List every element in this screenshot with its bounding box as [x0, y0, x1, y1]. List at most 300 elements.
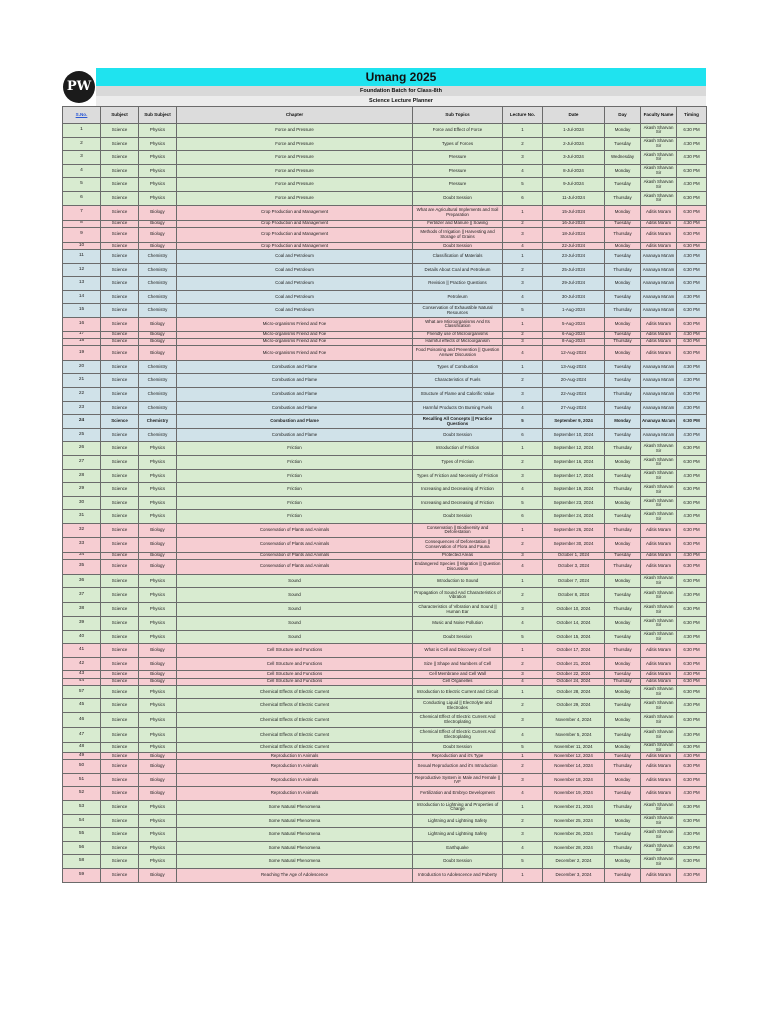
- row-sno: 44: [63, 678, 101, 685]
- row-timing: 6:30 PM: [677, 855, 707, 869]
- row-sub-topic: What is Cell and Discovery of Cell: [413, 644, 503, 658]
- row-faculty: Akash Sharvan Sir: [641, 855, 677, 869]
- table-row: [63, 559, 707, 574]
- row-day: Tuesday: [605, 699, 641, 713]
- row-chapter: Chemical Effects of Electric Current: [177, 685, 413, 699]
- row-timing: 6:30 PM: [677, 415, 707, 429]
- row-day: Tuesday: [605, 552, 641, 559]
- row-sno: 46: [63, 712, 101, 727]
- row-day: Tuesday: [605, 137, 641, 151]
- row-faculty: Akash Sharvan Sir: [641, 164, 677, 178]
- row-sno: 36: [63, 574, 101, 588]
- row-subject: Science: [101, 537, 139, 552]
- row-chapter: Force and Pressure: [177, 151, 413, 165]
- row-timing: 4:30 PM: [677, 469, 707, 483]
- row-date: November 28, 2024: [543, 841, 605, 855]
- row-faculty: Aditis Ma'am: [641, 537, 677, 552]
- row-faculty: Aditis Ma'am: [641, 869, 677, 883]
- table-row: [63, 855, 707, 869]
- row-sub-subject: Physics: [139, 801, 177, 815]
- row-day: Monday: [605, 415, 641, 429]
- row-lecture-no: 1: [503, 524, 543, 538]
- table-row: [63, 753, 707, 760]
- row-subject: Science: [101, 760, 139, 774]
- row-chapter: Sound: [177, 574, 413, 588]
- row-faculty: Aditis Ma'am: [641, 345, 677, 360]
- table-row: [63, 552, 707, 559]
- row-sub-subject: Biology: [139, 242, 177, 249]
- row-timing: 4:30 PM: [677, 588, 707, 603]
- row-faculty: Aditis Ma'am: [641, 220, 677, 227]
- row-timing: 4:30 PM: [677, 220, 707, 227]
- row-date: September 10, 2024: [543, 428, 605, 442]
- row-date: November 14, 2024: [543, 760, 605, 774]
- row-sub-topic: Propagation of Sound And Characteristics of Vibration: [413, 588, 503, 603]
- row-chapter: Force and Pressure: [177, 164, 413, 178]
- row-day: Thursday: [605, 442, 641, 456]
- row-day: Thursday: [605, 559, 641, 574]
- table-row: [63, 524, 707, 538]
- col-timing: Timing: [677, 107, 707, 124]
- row-lecture-no: 3: [503, 227, 543, 242]
- row-sub-subject: Physics: [139, 727, 177, 742]
- row-lecture-no: 1: [503, 360, 543, 374]
- table-row: [63, 671, 707, 678]
- row-day: Tuesday: [605, 630, 641, 644]
- row-sub-subject: Physics: [139, 742, 177, 752]
- table-row: [63, 742, 707, 752]
- row-faculty: Ananaya Ma'am: [641, 249, 677, 263]
- row-subject: Science: [101, 671, 139, 678]
- row-date: September 30, 2024: [543, 537, 605, 552]
- row-sno: 14: [63, 290, 101, 304]
- row-subject: Science: [101, 841, 139, 855]
- row-day: Monday: [605, 657, 641, 671]
- row-date: 5-Aug-2024: [543, 317, 605, 331]
- row-timing: 4:30 PM: [677, 249, 707, 263]
- row-chapter: Chemical Effects of Electric Current: [177, 727, 413, 742]
- row-timing: 6:30 PM: [677, 657, 707, 671]
- row-chapter: Sound: [177, 603, 413, 617]
- row-subject: Science: [101, 773, 139, 787]
- row-timing: 6:30 PM: [677, 124, 707, 138]
- row-sno: 50: [63, 760, 101, 774]
- row-subject: Science: [101, 227, 139, 242]
- row-faculty: Aditis Ma'am: [641, 552, 677, 559]
- batch-subtitle: Foundation Batch for Class-8th: [96, 86, 706, 96]
- row-faculty: Akash Sharvan Sir: [641, 483, 677, 497]
- row-lecture-no: 4: [503, 787, 543, 801]
- row-subject: Science: [101, 588, 139, 603]
- row-sub-topic: Endangered Species || Migration || Question Discussion: [413, 559, 503, 574]
- row-subject: Science: [101, 242, 139, 249]
- row-day: Tuesday: [605, 671, 641, 678]
- row-lecture-no: 4: [503, 559, 543, 574]
- row-day: Tuesday: [605, 374, 641, 388]
- row-sno: 24: [63, 415, 101, 429]
- row-faculty: Ananaya Ma'am: [641, 401, 677, 415]
- row-lecture-no: 2: [503, 760, 543, 774]
- table-row: [63, 249, 707, 263]
- col-faculty: Faculty Name: [641, 107, 677, 124]
- row-sub-topic: Doubt Session: [413, 428, 503, 442]
- table-row: [63, 510, 707, 524]
- table-row: [63, 137, 707, 151]
- row-date: September 16, 2024: [543, 456, 605, 470]
- row-sub-subject: Physics: [139, 828, 177, 842]
- row-sub-subject: Physics: [139, 685, 177, 699]
- row-chapter: Friction: [177, 456, 413, 470]
- row-sno: 45: [63, 699, 101, 713]
- row-sno: 1: [63, 124, 101, 138]
- row-sub-subject: Biology: [139, 338, 177, 345]
- row-chapter: Chemical Effects of Electric Current: [177, 742, 413, 752]
- row-sub-subject: Physics: [139, 616, 177, 630]
- row-day: Monday: [605, 317, 641, 331]
- row-timing: 4:30 PM: [677, 787, 707, 801]
- row-sno: 57: [63, 685, 101, 699]
- table-row: [63, 841, 707, 855]
- row-lecture-no: 3: [503, 388, 543, 402]
- row-sub-topic: Food Poisoning and Prevention || Question Answer Discussion: [413, 345, 503, 360]
- row-sub-subject: Biology: [139, 678, 177, 685]
- row-sno: 55: [63, 828, 101, 842]
- row-day: Tuesday: [605, 220, 641, 227]
- row-chapter: Sound: [177, 616, 413, 630]
- row-sub-subject: Physics: [139, 164, 177, 178]
- row-lecture-no: 1: [503, 801, 543, 815]
- row-day: Monday: [605, 574, 641, 588]
- row-date: September 26, 2024: [543, 524, 605, 538]
- row-sub-subject: Biology: [139, 773, 177, 787]
- row-sub-topic: Characteristics of Vibration and Sound || Human Ear: [413, 603, 503, 617]
- row-date: November 18, 2024: [543, 773, 605, 787]
- row-day: Tuesday: [605, 401, 641, 415]
- table-row: [63, 388, 707, 402]
- row-chapter: Reproduction In Animals: [177, 753, 413, 760]
- row-day: Monday: [605, 742, 641, 752]
- row-sub-topic: Harmful effects of Microorganism: [413, 338, 503, 345]
- row-sub-topic: Doubt Session: [413, 742, 503, 752]
- row-sno: 39: [63, 616, 101, 630]
- row-date: December 3, 2024: [543, 869, 605, 883]
- row-day: Tuesday: [605, 428, 641, 442]
- row-sub-subject: Chemistry: [139, 249, 177, 263]
- row-day: Monday: [605, 242, 641, 249]
- col-sub-topics: Sub Topics: [413, 107, 503, 124]
- table-row: [63, 801, 707, 815]
- row-sno: 34: [63, 552, 101, 559]
- row-day: Tuesday: [605, 588, 641, 603]
- row-chapter: Chemical Effects of Electric Current: [177, 712, 413, 727]
- row-chapter: Micro-organisms Friend and Foe: [177, 317, 413, 331]
- row-timing: 4:30 PM: [677, 869, 707, 883]
- table-row: [63, 331, 707, 338]
- row-sno: 37: [63, 588, 101, 603]
- row-date: 11-Jul-2024: [543, 191, 605, 205]
- row-date: September 19, 2024: [543, 483, 605, 497]
- table-row: [63, 699, 707, 713]
- row-sub-topic: Introduction of Friction: [413, 442, 503, 456]
- row-faculty: Aditis Ma'am: [641, 559, 677, 574]
- col-chapter: Chapter: [177, 107, 413, 124]
- row-faculty: Akash Sharvan Sir: [641, 191, 677, 205]
- row-chapter: Micro-organisms Friend and Foe: [177, 338, 413, 345]
- row-sub-topic: Types of Friction and Necessity of Friction: [413, 469, 503, 483]
- row-timing: 6:30 PM: [677, 263, 707, 277]
- row-sub-subject: Chemistry: [139, 401, 177, 415]
- row-chapter: Force and Pressure: [177, 124, 413, 138]
- row-faculty: Aditis Ma'am: [641, 678, 677, 685]
- row-date: 9-Jul-2024: [543, 178, 605, 192]
- row-lecture-no: 5: [503, 855, 543, 869]
- row-day: Tuesday: [605, 249, 641, 263]
- table-row: [63, 685, 707, 699]
- row-sub-subject: Biology: [139, 227, 177, 242]
- table-row: [63, 263, 707, 277]
- row-faculty: Ananaya Ma'am: [641, 360, 677, 374]
- row-day: Monday: [605, 616, 641, 630]
- table-row: [63, 442, 707, 456]
- row-subject: Science: [101, 388, 139, 402]
- row-timing: 6:30 PM: [677, 338, 707, 345]
- row-date: November 12, 2024: [543, 753, 605, 760]
- row-faculty: Ananaya Ma'am: [641, 388, 677, 402]
- row-sub-topic: Lightning and Lightning Safety: [413, 814, 503, 828]
- row-timing: 4:30 PM: [677, 727, 707, 742]
- row-faculty: Aditis Ma'am: [641, 671, 677, 678]
- table-row: [63, 678, 707, 685]
- row-subject: Science: [101, 828, 139, 842]
- row-lecture-no: 1: [503, 317, 543, 331]
- row-lecture-no: 4: [503, 616, 543, 630]
- row-sub-topic: Chemical Effect of Electric Current And Electroplating: [413, 712, 503, 727]
- table-row: [63, 338, 707, 345]
- row-chapter: Coal and Petroleum: [177, 263, 413, 277]
- row-timing: 6:30 PM: [677, 644, 707, 658]
- table-row: [63, 537, 707, 552]
- row-timing: 4:30 PM: [677, 290, 707, 304]
- row-day: Tuesday: [605, 828, 641, 842]
- row-lecture-no: 1: [503, 869, 543, 883]
- row-sno: 30: [63, 496, 101, 510]
- row-subject: Science: [101, 616, 139, 630]
- row-chapter: Conservation of Plants and Animals: [177, 524, 413, 538]
- row-date: September 17, 2024: [543, 469, 605, 483]
- row-sub-subject: Chemistry: [139, 415, 177, 429]
- row-sub-subject: Chemistry: [139, 374, 177, 388]
- row-sub-topic: Conducting Liquid || Electrolyte and Electrodes: [413, 699, 503, 713]
- row-sno: 18: [63, 338, 101, 345]
- row-day: Monday: [605, 496, 641, 510]
- row-chapter: Crop Production and Management: [177, 227, 413, 242]
- row-sub-topic: Size || Shape and Numbers of Cell: [413, 657, 503, 671]
- row-day: Thursday: [605, 304, 641, 318]
- table-row: [63, 814, 707, 828]
- row-day: Thursday: [605, 227, 641, 242]
- row-chapter: Reaching The Age of Adolescence: [177, 869, 413, 883]
- row-sub-subject: Physics: [139, 510, 177, 524]
- row-timing: 4:30 PM: [677, 331, 707, 338]
- row-sub-topic: Fertilization and Embryo Development: [413, 787, 503, 801]
- row-sub-subject: Chemistry: [139, 428, 177, 442]
- row-sub-topic: Types of Forces: [413, 137, 503, 151]
- row-subject: Science: [101, 630, 139, 644]
- table-row: [63, 828, 707, 842]
- row-sub-subject: Physics: [139, 483, 177, 497]
- row-day: Monday: [605, 537, 641, 552]
- table-row: [63, 657, 707, 671]
- row-sub-subject: Physics: [139, 469, 177, 483]
- row-lecture-no: 3: [503, 469, 543, 483]
- pw-logo: [62, 68, 96, 106]
- row-subject: Science: [101, 814, 139, 828]
- row-sub-topic: Doubt Session: [413, 242, 503, 249]
- row-faculty: Akash Sharvan Sir: [641, 442, 677, 456]
- row-sub-subject: Chemistry: [139, 360, 177, 374]
- row-day: Tuesday: [605, 290, 641, 304]
- row-chapter: Combustion and Flame: [177, 428, 413, 442]
- row-faculty: Akash Sharvan Sir: [641, 574, 677, 588]
- row-sub-subject: Physics: [139, 151, 177, 165]
- row-subject: Science: [101, 678, 139, 685]
- row-date: 20-Aug-2024: [543, 374, 605, 388]
- col-sno[interactable]: S.No.: [63, 107, 101, 124]
- table-header-row: [63, 107, 707, 124]
- row-chapter: Micro-organisms Friend and Foe: [177, 331, 413, 338]
- row-lecture-no: 1: [503, 574, 543, 588]
- row-subject: Science: [101, 483, 139, 497]
- table-row: [63, 304, 707, 318]
- row-date: November 26, 2024: [543, 828, 605, 842]
- row-date: 1-Jul-2024: [543, 124, 605, 138]
- row-faculty: Ananaya Ma'am: [641, 290, 677, 304]
- row-chapter: Some Natural Phenomena: [177, 855, 413, 869]
- row-date: 13-Aug-2024: [543, 360, 605, 374]
- row-chapter: Some Natural Phenomena: [177, 828, 413, 842]
- row-sub-topic: Music and Noise Pollution: [413, 616, 503, 630]
- row-sub-subject: Biology: [139, 787, 177, 801]
- row-day: Monday: [605, 456, 641, 470]
- row-faculty: Akash Sharvan Sir: [641, 469, 677, 483]
- row-lecture-no: 4: [503, 345, 543, 360]
- row-chapter: Crop Production and Management: [177, 220, 413, 227]
- row-day: Tuesday: [605, 331, 641, 338]
- row-sub-subject: Chemistry: [139, 388, 177, 402]
- row-sub-topic: Fertilizer and Manure || Sowing: [413, 220, 503, 227]
- row-date: October 1, 2024: [543, 552, 605, 559]
- row-sno: 17: [63, 331, 101, 338]
- row-sub-topic: Methods of Irrigation || Harvesting and Storage of Grains: [413, 227, 503, 242]
- row-faculty: Akash Sharvan Sir: [641, 828, 677, 842]
- row-day: Tuesday: [605, 753, 641, 760]
- row-faculty: Akash Sharvan Sir: [641, 801, 677, 815]
- table-row: [63, 178, 707, 192]
- row-sub-topic: Doubt Session: [413, 630, 503, 644]
- row-sub-topic: Lightning and Lightning Safety: [413, 828, 503, 842]
- row-timing: 6:30 PM: [677, 242, 707, 249]
- row-date: 23-Jul-2024: [543, 249, 605, 263]
- lecture-planner-sheet: [62, 68, 706, 883]
- row-faculty: Ananaya Ma'am: [641, 415, 677, 429]
- row-timing: 4:30 PM: [677, 828, 707, 842]
- row-day: Thursday: [605, 263, 641, 277]
- row-sub-topic: Classification of Materials: [413, 249, 503, 263]
- row-sub-subject: Physics: [139, 699, 177, 713]
- row-sub-subject: Physics: [139, 124, 177, 138]
- row-date: 27-Aug-2024: [543, 401, 605, 415]
- row-sno: 11: [63, 249, 101, 263]
- row-subject: Science: [101, 205, 139, 220]
- table-row: [63, 760, 707, 774]
- row-sub-subject: Chemistry: [139, 277, 177, 291]
- row-timing: 6:30 PM: [677, 559, 707, 574]
- row-date: 30-Jul-2024: [543, 290, 605, 304]
- row-timing: 6:30 PM: [677, 442, 707, 456]
- row-faculty: Ananaya Ma'am: [641, 304, 677, 318]
- row-faculty: Akash Sharvan Sir: [641, 630, 677, 644]
- row-timing: 6:30 PM: [677, 603, 707, 617]
- row-timing: 6:30 PM: [677, 496, 707, 510]
- row-faculty: Akash Sharvan Sir: [641, 841, 677, 855]
- row-sno: 49: [63, 753, 101, 760]
- row-subject: Science: [101, 456, 139, 470]
- row-subject: Science: [101, 559, 139, 574]
- row-chapter: Chemical Effects of Electric Current: [177, 699, 413, 713]
- row-day: Monday: [605, 124, 641, 138]
- row-sub-subject: Physics: [139, 603, 177, 617]
- row-subject: Science: [101, 415, 139, 429]
- table-row: [63, 428, 707, 442]
- row-faculty: Aditis Ma'am: [641, 787, 677, 801]
- row-sub-subject: Biology: [139, 317, 177, 331]
- col-date: Date: [543, 107, 605, 124]
- row-sub-topic: Increasing and Decreasing of Friction: [413, 483, 503, 497]
- row-sub-topic: Introduction to Sound: [413, 574, 503, 588]
- row-date: October 17, 2024: [543, 644, 605, 658]
- row-chapter: Friction: [177, 510, 413, 524]
- row-timing: 6:30 PM: [677, 685, 707, 699]
- row-lecture-no: 5: [503, 496, 543, 510]
- row-chapter: Combustion and Flame: [177, 360, 413, 374]
- row-timing: 4:30 PM: [677, 630, 707, 644]
- row-date: October 28, 2024: [543, 685, 605, 699]
- row-timing: 4:30 PM: [677, 137, 707, 151]
- row-faculty: Akash Sharvan Sir: [641, 742, 677, 752]
- row-day: Monday: [605, 685, 641, 699]
- row-lecture-no: 1: [503, 205, 543, 220]
- row-lecture-no: 4: [503, 841, 543, 855]
- row-faculty: Aditis Ma'am: [641, 205, 677, 220]
- row-subject: Science: [101, 469, 139, 483]
- row-sno: 43: [63, 671, 101, 678]
- table-row: [63, 469, 707, 483]
- row-sub-topic: Petroleum: [413, 290, 503, 304]
- row-faculty: Akash Sharvan Sir: [641, 510, 677, 524]
- row-faculty: Aditis Ma'am: [641, 773, 677, 787]
- row-day: Monday: [605, 712, 641, 727]
- row-chapter: Reproduction In Animals: [177, 773, 413, 787]
- row-lecture-no: 4: [503, 164, 543, 178]
- row-timing: 6:30 PM: [677, 191, 707, 205]
- row-sno: 58: [63, 855, 101, 869]
- row-sno: 12: [63, 263, 101, 277]
- row-lecture-no: 5: [503, 304, 543, 318]
- row-chapter: Conservation of Plants and Animals: [177, 552, 413, 559]
- col-subject: Subject: [101, 107, 139, 124]
- row-faculty: Akash Sharvan Sir: [641, 685, 677, 699]
- row-subject: Science: [101, 290, 139, 304]
